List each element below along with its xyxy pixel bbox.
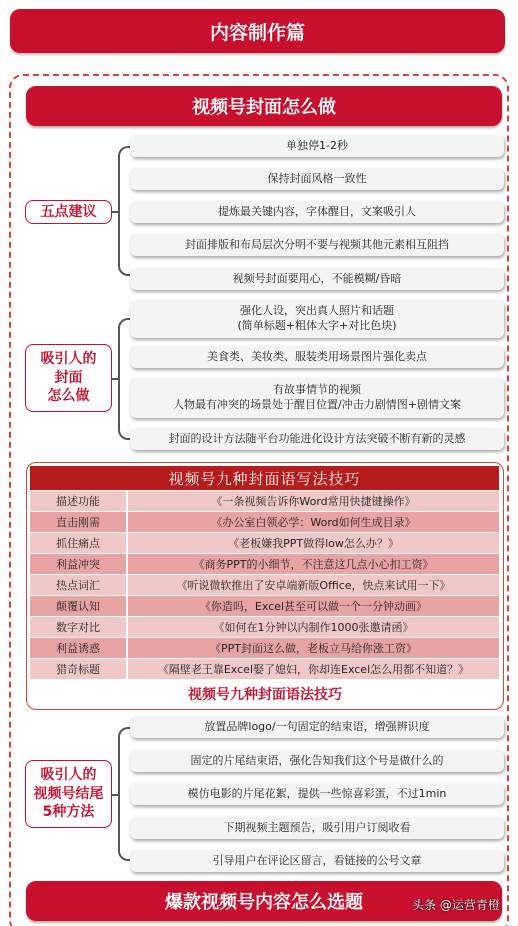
- label-line: 吸引人的: [40, 766, 97, 783]
- table-cell-method: 抓住痛点: [30, 533, 128, 553]
- table-cell-method: 热点词汇: [30, 575, 128, 595]
- five-point-item: 单独停1-2秒: [130, 135, 504, 157]
- ending-item: 引导用户在评论区留言，看链接的公号文章: [130, 850, 504, 872]
- page-title: 内容制作篇: [10, 9, 505, 53]
- label-line: 吸引人的: [40, 350, 97, 367]
- cover-item: [130, 346, 504, 368]
- bracket-connector: [111, 378, 119, 380]
- bracket-connector: [111, 794, 119, 796]
- table-cell-example: 《商务PPT的小细节，不注意这几点小心扣工资》: [193, 558, 434, 571]
- cover-item-line: (简单标题+粗体大字+对比色块): [237, 319, 397, 332]
- section-title-topics: 爆款视频号内容怎么选题: [26, 881, 502, 921]
- cover-item: [130, 378, 504, 418]
- table-header: 视频号九种封面语写法技巧: [30, 466, 499, 490]
- table-cell-example: 《一条视频告诉你Word常用快捷键操作》: [211, 495, 416, 508]
- table-cell-method: 颠覆认知: [30, 596, 128, 616]
- label-five-points: 五点建议: [25, 200, 112, 224]
- table-row: [30, 512, 499, 532]
- five-point-item: 视频号封面要用心，不能模糊/昏暗: [130, 268, 504, 290]
- table-cell-example: 《你造吗，Excel甚至可以做一个一分钟动画》: [199, 600, 428, 613]
- cover-item-line: 美食类、美妆类、服装类用场景图片强化卖点: [207, 349, 427, 363]
- label-line: 视频号结尾: [33, 785, 104, 802]
- table-cell-method: 猎奇标题: [30, 659, 128, 679]
- five-point-item: 提炼最关键内容，字体醒目，文案吸引人: [130, 201, 504, 223]
- table-cell-method: 利益冲突: [30, 554, 128, 574]
- bracket-cover: [118, 318, 132, 440]
- table-row: [30, 533, 499, 553]
- table-row: [30, 659, 499, 679]
- table-row: [30, 596, 499, 616]
- five-point-item: 封面排版和布局层次分明不要与视频其他元素相互阻挡: [130, 234, 504, 256]
- label-line: 怎么做: [47, 388, 90, 405]
- table-cell-method: 直击刚需: [30, 512, 128, 532]
- ending-item: 放置品牌logo/一句固定的结束语，增强辨识度: [130, 716, 504, 738]
- cover-item-line: 强化人设，突出真人照片和话题: [240, 304, 394, 318]
- five-point-item: 保持封面风格一致性: [130, 168, 504, 190]
- label-ending: [25, 760, 112, 828]
- table-row: [30, 575, 499, 595]
- table-row: [30, 491, 499, 511]
- bracket-connector: [111, 211, 119, 213]
- cover-item-line: 封面的设计方法随平台功能进化设计方法突破不断有新的灵感: [168, 431, 466, 445]
- ending-item: 下期视频主题预告，吸引用户订阅收看: [130, 817, 504, 839]
- table-cell-example: 《老板嫌我PPT做得low怎么办？》: [228, 537, 399, 550]
- label-line: 封面: [54, 369, 83, 386]
- table-cell-example: 《隔壁老王靠Excel娶了媳妇，你却连Excel怎么用都不知道？》: [157, 663, 470, 676]
- section-title-cover: 视频号封面怎么做: [26, 86, 502, 126]
- table-caption: 视频号九种封面语法技巧: [188, 687, 342, 703]
- table-cell-method: 数字对比: [30, 617, 128, 637]
- cover-item-line: 人物最有冲突的场景处于醒目位置/冲击力剧情图+剧情文案: [173, 398, 461, 411]
- ending-item: 固定的片尾结束语，强化告知我们这个号是做什么的: [130, 750, 504, 772]
- cover-item: [130, 300, 504, 338]
- watermark-text: 头条 @运营青橙: [412, 898, 500, 912]
- cover-item: [130, 428, 504, 450]
- table-cell-example: 《如何在1分钟以内制作1000张邀请函》: [213, 621, 414, 634]
- cover-item-line: 有故事情节的视频: [273, 383, 361, 397]
- table-row: [30, 638, 499, 658]
- table-cell-example: 《听说微软推出了安卓端新版Office，快点来试用一下》: [176, 579, 451, 592]
- table-row: [30, 617, 499, 637]
- label-line: 5种方法: [42, 804, 95, 821]
- table-cell-method: 描述功能: [30, 491, 128, 511]
- table-cell-example: 《PPT封面这么做，老板立马给你涨工资》: [210, 642, 417, 655]
- label-cover: [25, 344, 112, 412]
- ending-item: 模仿电影的片尾花絮，提供一些惊喜彩蛋，不过1min: [130, 783, 504, 805]
- table-cell-example: 《办公室白领必学：Word如何生成目录》: [211, 516, 416, 529]
- table-cell-method: 利益诱惑: [30, 638, 128, 658]
- table-row: [30, 554, 499, 574]
